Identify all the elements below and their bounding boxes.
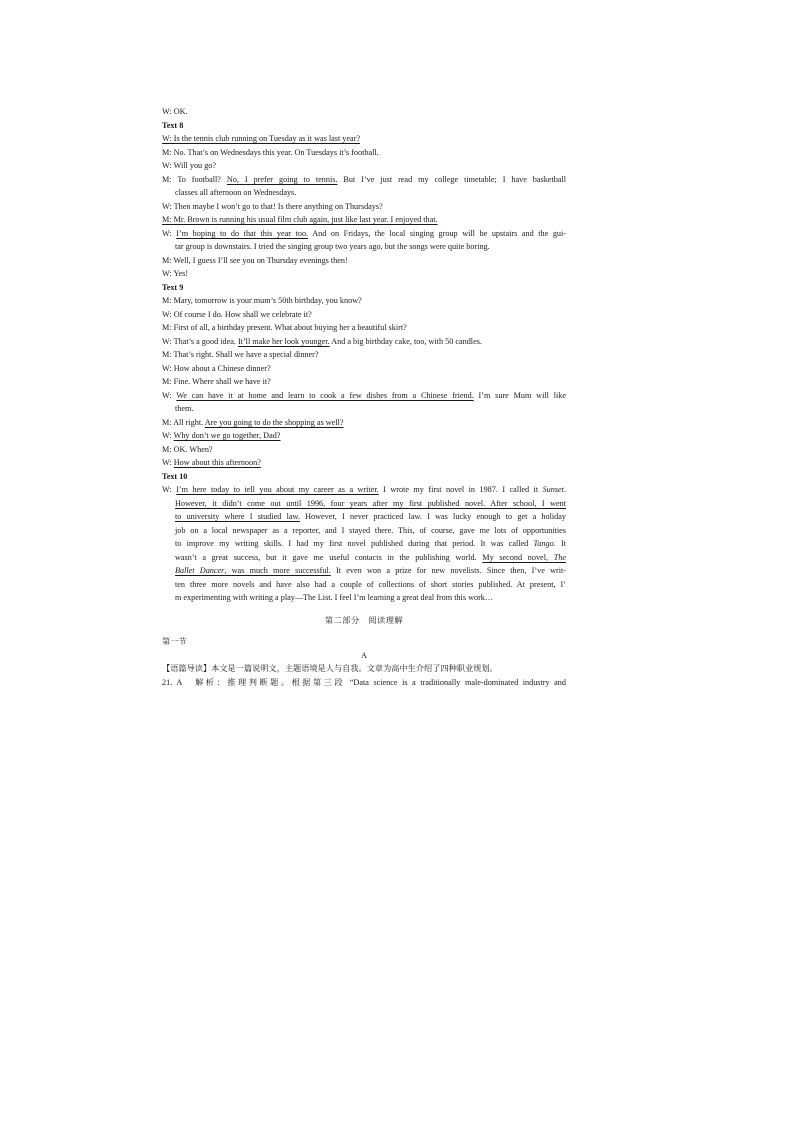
dialogue-line: M: Well, I guess I’ll see you on Thursday evenings then! (162, 255, 348, 265)
section-heading-text-9: Text 9 (162, 282, 184, 292)
section-label: 第一节 (162, 637, 187, 646)
dialogue-line: W: Will you go? (162, 161, 217, 170)
dialogue-line: W: Is the tennis club running on Tuesday as it was last year? (162, 134, 360, 143)
dialogue-line: M: No. That’s on Wednesdays this year. On Tuesdays it’s football. (162, 147, 379, 157)
monologue-line: However, it didn’t come out until 1996, four years after my first published novel. After school, I went (175, 498, 566, 508)
dialogue-line: W: Yes! (162, 269, 189, 278)
section-heading-text-10: Text 10 (162, 471, 188, 481)
monologue-line: Ballet Dancer, was much more successful. It even won a prize for new novelists. Since then, I’ve writ- (175, 566, 566, 575)
monologue-line: to university where I studied law. However, I never practiced law. I was lucky enough to get a holiday (175, 512, 566, 521)
monologue-line: to improve my writing skills. I had my first novel published during that period. It was called Tango. It (175, 539, 566, 548)
part-two-title: 第二部分 阅读理解 (324, 615, 404, 625)
document-page (162, 105, 566, 689)
monologue-line: wasn’t a great success, but it gave me useful contacts in the publishing world. My second novel, The (175, 552, 566, 562)
dialogue-line-continued: classes all afternoon on Wednesdays. (175, 188, 297, 197)
dialogue-line: M: Mr. Brown is running his usual film club again, just like last year. I enjoyed that. (162, 215, 438, 224)
dialogue-line: M: First of all, a birthday present. What about buying her a beautiful skirt? (162, 323, 407, 332)
dialogue-line: M: That’s right. Shall we have a special dinner? (162, 350, 319, 359)
dialogue-line-continued: tar group is downstairs. I tried the singing group two years ago, but the songs were quite boring. (175, 242, 490, 251)
answer-explanation-21: 21. A 解析：推理判断题。根据第三段 “Data science is a traditionally male-dominated industry and (162, 677, 566, 687)
dialogue-line: W: How about this afternoon? (162, 458, 261, 467)
dialogue-line: W: We can have it at home and learn to cook a few dishes from a Chinese friend. I’m sure Mum will like (162, 390, 566, 400)
dialogue-line: M: All right. Are you going to do the shopping as well? (162, 417, 344, 427)
dialogue-line: W: How about a Chinese dinner? (162, 363, 271, 373)
monologue-line: job on a local newspaper as a reporter, and I stayed there. This, of course, gave me lots of opportunities (175, 525, 566, 535)
dialogue-line-continued: them. (175, 404, 194, 413)
monologue-line: W: I’m here today to tell you about my career as a writer. I wrote my first novel in 1987. I called it Sunset. (162, 485, 567, 494)
monologue-line: m experimenting with writing a play—The List. I feel I’m learning a great deal from this work… (175, 593, 494, 602)
dialogue-line: W: That’s a good idea. It’ll make her look younger. And a big birthday cake, too, with 50 candles. (162, 336, 482, 346)
dialogue-line: W: OK. (162, 107, 188, 116)
dialogue-line: M: OK. When? (162, 444, 213, 454)
monologue-line: ten three more novels and have also had a couple of collections of short stories published. At present, I’ (175, 579, 566, 589)
passage-guide: 【语篇导读】本文是一篇说明文，主题语境是人与自我。文章为高中生介绍了四种职业规划。 (162, 664, 498, 673)
passage-label-a: A (361, 650, 367, 660)
dialogue-line: M: Mary, tomorrow is your mum’s 50th birthday, you know? (162, 296, 362, 305)
dialogue-line: W: Of course I do. How shall we celebrate it? (162, 309, 312, 319)
dialogue-line: W: Then maybe I won’t go to that! Is there anything on Thursdays? (162, 201, 383, 211)
dialogue-line: M: To football? No, I prefer going to tennis. But I’ve just read my college timetable; I have basketball (162, 174, 566, 184)
section-heading-text-8: Text 8 (162, 120, 184, 130)
dialogue-line: M: Fine. Where shall we have it? (162, 377, 271, 386)
dialogue-line: W: I’m hoping to do that this year too. And on Fridays, the local singing group will be upstairs and the gui- (162, 228, 567, 238)
dialogue-line: W: Why don’t we go together, Dad? (162, 431, 281, 440)
